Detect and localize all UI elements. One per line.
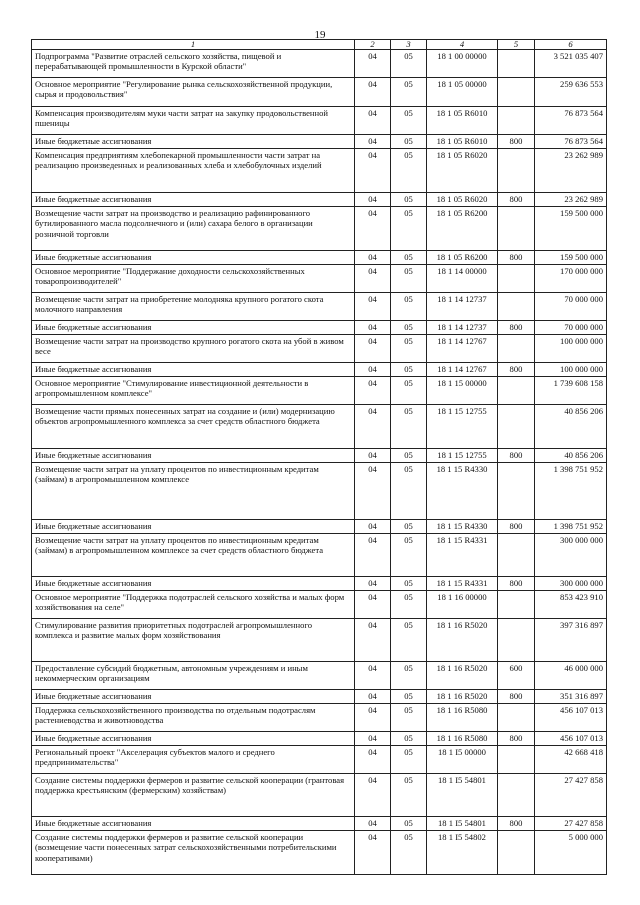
subsection-code-cell: 05 xyxy=(391,265,427,293)
amount-cell: 76 873 564 xyxy=(535,107,607,135)
table-row xyxy=(32,534,607,577)
table-row xyxy=(32,50,607,78)
chapter-code-cell: 04 xyxy=(355,78,391,107)
expense-type-cell xyxy=(498,746,535,774)
target-article-cell: 18 1 15 12755 xyxy=(427,405,498,449)
row-name-cell: Региональный проект "Акселерация субъектов малого и среднего предпринимательства" xyxy=(32,746,355,774)
table-row xyxy=(32,746,607,774)
chapter-code-cell: 04 xyxy=(355,463,391,520)
target-article-cell: 18 1 14 00000 xyxy=(427,265,498,293)
subsection-code-cell: 05 xyxy=(391,135,427,149)
chapter-code-cell: 04 xyxy=(355,732,391,746)
table-row xyxy=(32,207,607,251)
expense-type-cell: 800 xyxy=(498,193,535,207)
subsection-code-cell: 05 xyxy=(391,335,427,363)
table-row xyxy=(32,732,607,746)
row-name-cell: Иные бюджетные ассигнования xyxy=(32,193,355,207)
amount-cell: 40 856 206 xyxy=(535,405,607,449)
chapter-code-cell: 04 xyxy=(355,193,391,207)
subsection-code-cell: 05 xyxy=(391,577,427,591)
expense-type-cell xyxy=(498,50,535,78)
target-article-cell: 18 1 16 R5080 xyxy=(427,732,498,746)
target-article-cell: 18 1 16 00000 xyxy=(427,591,498,619)
target-article-cell: 18 1 15 R4331 xyxy=(427,534,498,577)
table-row xyxy=(32,135,607,149)
target-article-cell: 18 1 16 R5020 xyxy=(427,690,498,704)
column-header: 1 xyxy=(32,40,355,50)
column-header: 5 xyxy=(498,40,535,50)
table-row xyxy=(32,619,607,662)
row-name-cell: Основное мероприятие "Стимулирование инвестиционной деятельности в агропромышленном комплексе" xyxy=(32,377,355,405)
row-name-cell: Иные бюджетные ассигнования xyxy=(32,577,355,591)
chapter-code-cell: 04 xyxy=(355,534,391,577)
expense-type-cell xyxy=(498,377,535,405)
target-article-cell: 18 1 00 00000 xyxy=(427,50,498,78)
chapter-code-cell: 04 xyxy=(355,321,391,335)
expense-type-cell: 800 xyxy=(498,251,535,265)
table-row xyxy=(32,293,607,321)
table-row xyxy=(32,321,607,335)
target-article-cell: 18 1 14 12767 xyxy=(427,335,498,363)
chapter-code-cell: 04 xyxy=(355,377,391,405)
row-name-cell: Иные бюджетные ассигнования xyxy=(32,449,355,463)
row-name-cell: Подпрограмма "Развитие отраслей сельского хозяйства, пищевой и перерабатывающей промышленности в Курской области" xyxy=(32,50,355,78)
row-name-cell: Возмещение части затрат на производство крупного рогатого скота на убой в живом весе xyxy=(32,335,355,363)
chapter-code-cell: 04 xyxy=(355,449,391,463)
expense-type-cell: 800 xyxy=(498,135,535,149)
amount-cell: 76 873 564 xyxy=(535,135,607,149)
subsection-code-cell: 05 xyxy=(391,831,427,875)
expense-type-cell: 800 xyxy=(498,690,535,704)
chapter-code-cell: 04 xyxy=(355,265,391,293)
target-article-cell: 18 1 15 R4330 xyxy=(427,463,498,520)
expense-type-cell xyxy=(498,207,535,251)
table-row xyxy=(32,817,607,831)
subsection-code-cell: 05 xyxy=(391,149,427,193)
amount-cell: 1 739 608 158 xyxy=(535,377,607,405)
table-row xyxy=(32,831,607,875)
row-name-cell: Возмещение части затрат на уплату процентов по инвестиционным кредитам (займам) в агропромышленном комплексе за счет средств областного бюджета xyxy=(32,534,355,577)
table-row xyxy=(32,405,607,449)
subsection-code-cell: 05 xyxy=(391,817,427,831)
expense-type-cell xyxy=(498,107,535,135)
subsection-code-cell: 05 xyxy=(391,363,427,377)
target-article-cell: 18 1 05 R6200 xyxy=(427,251,498,265)
table-row xyxy=(32,704,607,732)
table-row xyxy=(32,377,607,405)
column-header: 3 xyxy=(391,40,427,50)
row-name-cell: Иные бюджетные ассигнования xyxy=(32,732,355,746)
subsection-code-cell: 05 xyxy=(391,463,427,520)
expense-type-cell xyxy=(498,293,535,321)
amount-cell: 456 107 013 xyxy=(535,704,607,732)
subsection-code-cell: 05 xyxy=(391,405,427,449)
amount-cell: 23 262 989 xyxy=(535,149,607,193)
expense-type-cell xyxy=(498,831,535,875)
expense-type-cell: 800 xyxy=(498,321,535,335)
column-number-row xyxy=(32,40,607,50)
chapter-code-cell: 04 xyxy=(355,746,391,774)
subsection-code-cell: 05 xyxy=(391,193,427,207)
chapter-code-cell: 04 xyxy=(355,704,391,732)
chapter-code-cell: 04 xyxy=(355,405,391,449)
amount-cell: 27 427 858 xyxy=(535,817,607,831)
target-article-cell: 18 1 15 R4330 xyxy=(427,520,498,534)
target-article-cell: 18 1 05 R6020 xyxy=(427,193,498,207)
subsection-code-cell: 05 xyxy=(391,774,427,817)
row-name-cell: Компенсация производителям муки части затрат на закупку продовольственной пшеницы xyxy=(32,107,355,135)
target-article-cell: 18 1 16 R5020 xyxy=(427,662,498,690)
table-row xyxy=(32,193,607,207)
subsection-code-cell: 05 xyxy=(391,534,427,577)
column-header: 2 xyxy=(355,40,391,50)
amount-cell: 300 000 000 xyxy=(535,534,607,577)
column-header: 4 xyxy=(427,40,498,50)
subsection-code-cell: 05 xyxy=(391,746,427,774)
subsection-code-cell: 05 xyxy=(391,377,427,405)
subsection-code-cell: 05 xyxy=(391,107,427,135)
amount-cell: 170 000 000 xyxy=(535,265,607,293)
row-name-cell: Возмещение части затрат на приобретение молодняка крупного рогатого скота молочного направления xyxy=(32,293,355,321)
amount-cell: 23 262 989 xyxy=(535,193,607,207)
target-article-cell: 18 1 05 R6020 xyxy=(427,149,498,193)
row-name-cell: Поддержка сельскохозяйственного производства по отдельным подотраслям растениеводства и животноводства xyxy=(32,704,355,732)
row-name-cell: Иные бюджетные ассигнования xyxy=(32,363,355,377)
chapter-code-cell: 04 xyxy=(355,591,391,619)
chapter-code-cell: 04 xyxy=(355,774,391,817)
expense-type-cell: 600 xyxy=(498,662,535,690)
row-name-cell: Создание системы поддержки фермеров и развитие сельской кооперации (возмещение части понесенных затрат сельскохозяйственными потребительскими кооперативами) xyxy=(32,831,355,875)
target-article-cell: 18 1 16 R5020 xyxy=(427,619,498,662)
expense-type-cell xyxy=(498,591,535,619)
row-name-cell: Возмещение части затрат на производство и реализацию рафинированного бутилированного масла подсолнечного и (или) сахара белого в организации розничной торговли xyxy=(32,207,355,251)
row-name-cell: Иные бюджетные ассигнования xyxy=(32,817,355,831)
amount-cell: 100 000 000 xyxy=(535,335,607,363)
target-article-cell: 18 1 05 R6200 xyxy=(427,207,498,251)
subsection-code-cell: 05 xyxy=(391,619,427,662)
chapter-code-cell: 04 xyxy=(355,577,391,591)
subsection-code-cell: 05 xyxy=(391,704,427,732)
table-row xyxy=(32,265,607,293)
chapter-code-cell: 04 xyxy=(355,107,391,135)
row-name-cell: Основное мероприятие "Регулирование рынка сельскохозяйственной продукции, сырья и продовольствия" xyxy=(32,78,355,107)
expense-type-cell: 800 xyxy=(498,577,535,591)
table-row xyxy=(32,149,607,193)
amount-cell: 42 668 418 xyxy=(535,746,607,774)
subsection-code-cell: 05 xyxy=(391,50,427,78)
row-name-cell: Стимулирование развития приоритетных подотраслей агропромышленного комплекса и развитие малых форм хозяйствования xyxy=(32,619,355,662)
subsection-code-cell: 05 xyxy=(391,321,427,335)
target-article-cell: 18 1 05 R6010 xyxy=(427,107,498,135)
target-article-cell: 18 1 14 12767 xyxy=(427,363,498,377)
amount-cell: 1 398 751 952 xyxy=(535,463,607,520)
target-article-cell: 18 1 15 12755 xyxy=(427,449,498,463)
row-name-cell: Иные бюджетные ассигнования xyxy=(32,690,355,704)
chapter-code-cell: 04 xyxy=(355,619,391,662)
expense-type-cell xyxy=(498,704,535,732)
amount-cell: 3 521 035 407 xyxy=(535,50,607,78)
expense-type-cell xyxy=(498,463,535,520)
amount-cell: 159 500 000 xyxy=(535,207,607,251)
subsection-code-cell: 05 xyxy=(391,251,427,265)
amount-cell: 46 000 000 xyxy=(535,662,607,690)
expense-type-cell xyxy=(498,619,535,662)
subsection-code-cell: 05 xyxy=(391,732,427,746)
table-row xyxy=(32,690,607,704)
amount-cell: 456 107 013 xyxy=(535,732,607,746)
target-article-cell: 18 1 05 R6010 xyxy=(427,135,498,149)
target-article-cell: 18 1 05 00000 xyxy=(427,78,498,107)
table-row xyxy=(32,335,607,363)
subsection-code-cell: 05 xyxy=(391,690,427,704)
chapter-code-cell: 04 xyxy=(355,50,391,78)
subsection-code-cell: 05 xyxy=(391,207,427,251)
expense-type-cell xyxy=(498,265,535,293)
subsection-code-cell: 05 xyxy=(391,449,427,463)
row-name-cell: Возмещение части затрат на уплату процентов по инвестиционным кредитам (займам) в агропромышленном комплексе xyxy=(32,463,355,520)
expense-type-cell: 800 xyxy=(498,732,535,746)
chapter-code-cell: 04 xyxy=(355,135,391,149)
subsection-code-cell: 05 xyxy=(391,591,427,619)
amount-cell: 5 000 000 xyxy=(535,831,607,875)
column-header: 6 xyxy=(535,40,607,50)
table-row xyxy=(32,591,607,619)
expense-type-cell: 800 xyxy=(498,817,535,831)
chapter-code-cell: 04 xyxy=(355,662,391,690)
chapter-code-cell: 04 xyxy=(355,817,391,831)
table-row xyxy=(32,363,607,377)
row-name-cell: Иные бюджетные ассигнования xyxy=(32,520,355,534)
amount-cell: 397 316 897 xyxy=(535,619,607,662)
table-row xyxy=(32,449,607,463)
chapter-code-cell: 04 xyxy=(355,831,391,875)
chapter-code-cell: 04 xyxy=(355,335,391,363)
expense-type-cell xyxy=(498,774,535,817)
subsection-code-cell: 05 xyxy=(391,293,427,321)
chapter-code-cell: 04 xyxy=(355,251,391,265)
amount-cell: 259 636 553 xyxy=(535,78,607,107)
amount-cell: 1 398 751 952 xyxy=(535,520,607,534)
target-article-cell: 18 1 15 R4331 xyxy=(427,577,498,591)
chapter-code-cell: 04 xyxy=(355,520,391,534)
chapter-code-cell: 04 xyxy=(355,293,391,321)
table-row xyxy=(32,78,607,107)
table-row xyxy=(32,520,607,534)
table-row xyxy=(32,463,607,520)
table-row xyxy=(32,107,607,135)
subsection-code-cell: 05 xyxy=(391,662,427,690)
amount-cell: 27 427 858 xyxy=(535,774,607,817)
amount-cell: 300 000 000 xyxy=(535,577,607,591)
expense-type-cell xyxy=(498,534,535,577)
target-article-cell: 18 1 14 12737 xyxy=(427,321,498,335)
table-row xyxy=(32,774,607,817)
target-article-cell: 18 1 16 R5080 xyxy=(427,704,498,732)
subsection-code-cell: 05 xyxy=(391,78,427,107)
row-name-cell: Компенсация предприятиям хлебопекарной промышленности части затрат на реализацию произведенных и реализованных хлеба и хлебобулочных изделий xyxy=(32,149,355,193)
page-number: 19 xyxy=(314,29,326,41)
budget-allocation-table xyxy=(31,39,607,875)
row-name-cell: Иные бюджетные ассигнования xyxy=(32,321,355,335)
chapter-code-cell: 04 xyxy=(355,363,391,377)
expense-type-cell xyxy=(498,149,535,193)
row-name-cell: Создание системы поддержки фермеров и развитие сельской кооперации (грантовая поддержка крестьянским (фермерским) хозяйствам) xyxy=(32,774,355,817)
target-article-cell: 18 1 I5 00000 xyxy=(427,746,498,774)
target-article-cell: 18 1 15 00000 xyxy=(427,377,498,405)
target-article-cell: 18 1 I5 54801 xyxy=(427,774,498,817)
amount-cell: 100 000 000 xyxy=(535,363,607,377)
row-name-cell: Основное мероприятие "Поддержание доходности сельскохозяйственных товаропроизводителей" xyxy=(32,265,355,293)
amount-cell: 159 500 000 xyxy=(535,251,607,265)
expense-type-cell: 800 xyxy=(498,363,535,377)
target-article-cell: 18 1 I5 54802 xyxy=(427,831,498,875)
expense-type-cell: 800 xyxy=(498,449,535,463)
table-row xyxy=(32,662,607,690)
expense-type-cell: 800 xyxy=(498,520,535,534)
expense-type-cell xyxy=(498,78,535,107)
chapter-code-cell: 04 xyxy=(355,690,391,704)
chapter-code-cell: 04 xyxy=(355,149,391,193)
expense-type-cell xyxy=(498,335,535,363)
amount-cell: 351 316 897 xyxy=(535,690,607,704)
row-name-cell: Иные бюджетные ассигнования xyxy=(32,251,355,265)
table-row xyxy=(32,251,607,265)
amount-cell: 70 000 000 xyxy=(535,293,607,321)
table-row xyxy=(32,577,607,591)
amount-cell: 70 000 000 xyxy=(535,321,607,335)
target-article-cell: 18 1 I5 54801 xyxy=(427,817,498,831)
amount-cell: 853 423 910 xyxy=(535,591,607,619)
expense-type-cell xyxy=(498,405,535,449)
row-name-cell: Основное мероприятие "Поддержка подотраслей сельского хозяйства и малых форм хозяйствования на селе" xyxy=(32,591,355,619)
row-name-cell: Иные бюджетные ассигнования xyxy=(32,135,355,149)
chapter-code-cell: 04 xyxy=(355,207,391,251)
target-article-cell: 18 1 14 12737 xyxy=(427,293,498,321)
subsection-code-cell: 05 xyxy=(391,520,427,534)
row-name-cell: Возмещение части прямых понесенных затрат на создание и (или) модернизацию объектов агропромышленного комплекса за счет средств областного бюджета xyxy=(32,405,355,449)
row-name-cell: Предоставление субсидий бюджетным, автономным учреждениям и иным некоммерческим организациям xyxy=(32,662,355,690)
amount-cell: 40 856 206 xyxy=(535,449,607,463)
